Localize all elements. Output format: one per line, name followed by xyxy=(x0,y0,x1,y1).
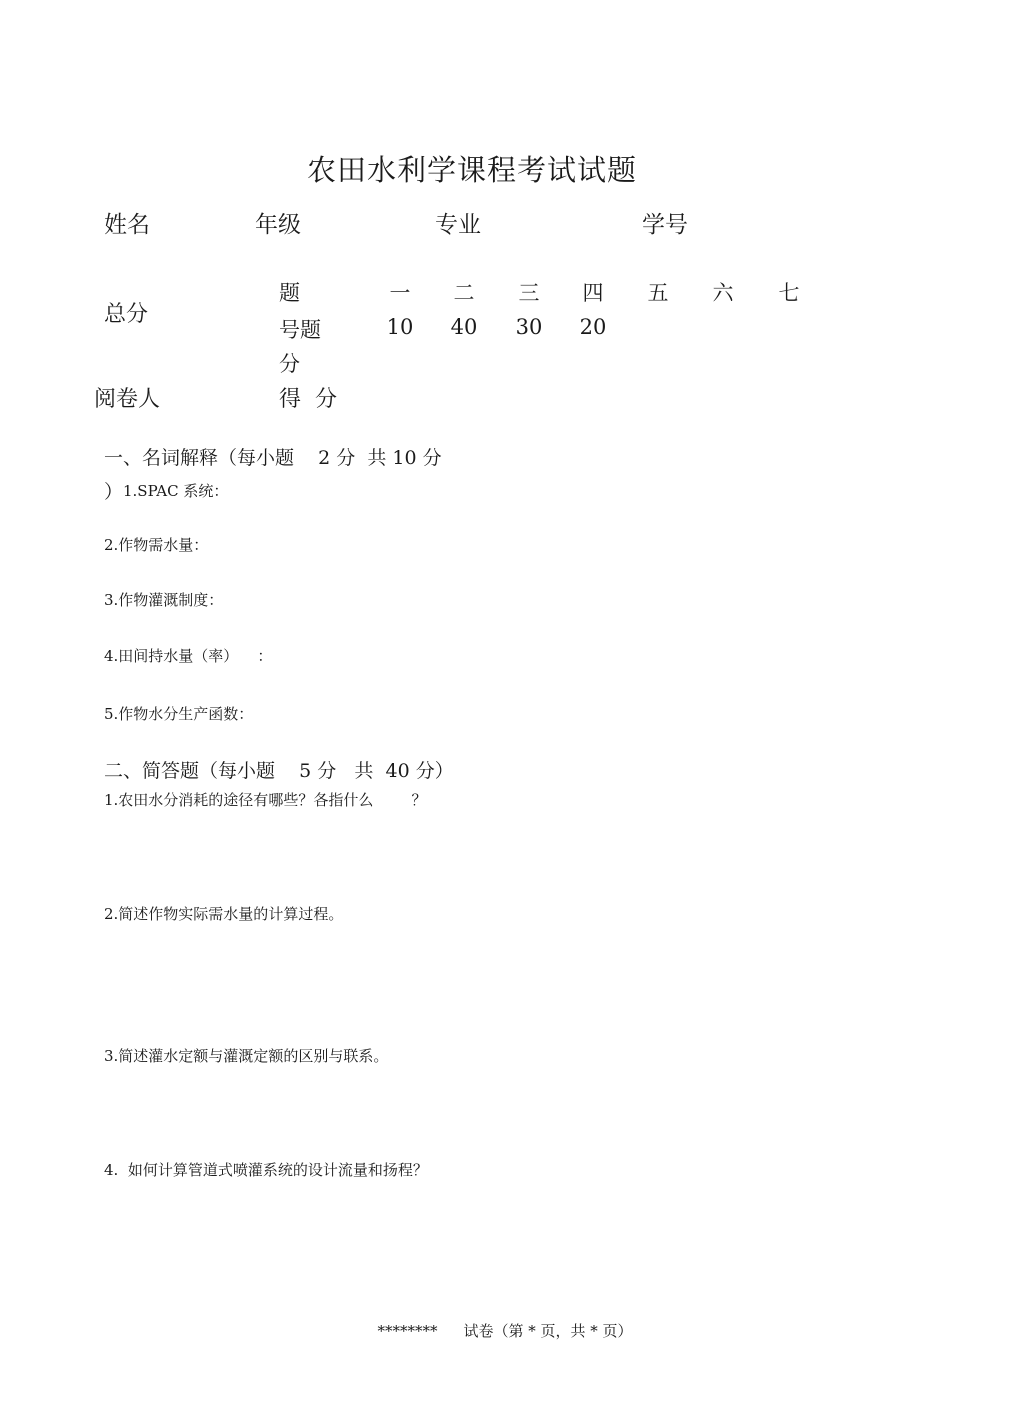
row-header-line1: 题 xyxy=(279,281,300,305)
section1-question-5: 5.作物水分生产函数： xyxy=(104,705,254,723)
total-score-label: 总分 xyxy=(104,302,149,327)
section2-heading: 二、简答题（每小题 5 分 共 40 分） xyxy=(104,760,454,782)
row-header-line2: 号题 xyxy=(279,318,321,342)
exam-title: 农田水利学课程考试试题 xyxy=(306,153,637,187)
points-3: 30 xyxy=(515,315,543,339)
grader-label: 阅卷人 xyxy=(94,387,161,412)
question-number-6: 六 xyxy=(712,281,734,305)
section1-heading: 一、名词解释（每小题 2 分 共 10 分 xyxy=(104,447,442,469)
section1-question-1: 1.SPAC 系统： xyxy=(123,482,229,500)
section1-heading-cont: ） xyxy=(104,481,124,503)
footer-stars: ******** xyxy=(377,1322,438,1340)
points-1: 10 xyxy=(386,315,414,339)
points-4: 20 xyxy=(579,315,607,339)
score-label: 得 分 xyxy=(279,387,337,412)
section2-question-1: 1.农田水分消耗的途径有哪些？各指什么 ？ xyxy=(104,791,427,809)
name-label: 姓名 xyxy=(104,212,150,238)
question-number-7: 七 xyxy=(778,281,800,305)
points-2: 40 xyxy=(450,315,478,339)
section2-question-2: 2.简述作物实际需水量的计算过程。 xyxy=(104,905,344,923)
question-number-3: 三 xyxy=(518,281,540,305)
major-label: 专业 xyxy=(435,212,481,238)
section1-question-4: 4.田间持水量（率） ： xyxy=(104,647,273,665)
row-header-line3: 分 xyxy=(279,352,300,376)
student-id-label: 学号 xyxy=(642,212,688,238)
grade-label: 年级 xyxy=(255,212,301,238)
question-number-2: 二 xyxy=(453,281,475,305)
section2-question-3: 3.简述灌水定额与灌溉定额的区别与联系。 xyxy=(104,1047,389,1065)
question-number-5: 五 xyxy=(647,281,669,305)
question-number-1: 一 xyxy=(389,281,411,305)
section1-question-2: 2.作物需水量： xyxy=(104,536,209,554)
question-number-4: 四 xyxy=(582,281,604,305)
section1-question-3: 3.作物灌溉制度： xyxy=(104,591,224,609)
section2-question-4: 4. 如何计算管道式喷灌系统的设计流量和扬程？ xyxy=(104,1161,428,1179)
page-footer xyxy=(0,1320,1010,1341)
footer-page-number: 试卷（第 * 页，共 * 页） xyxy=(463,1322,633,1340)
